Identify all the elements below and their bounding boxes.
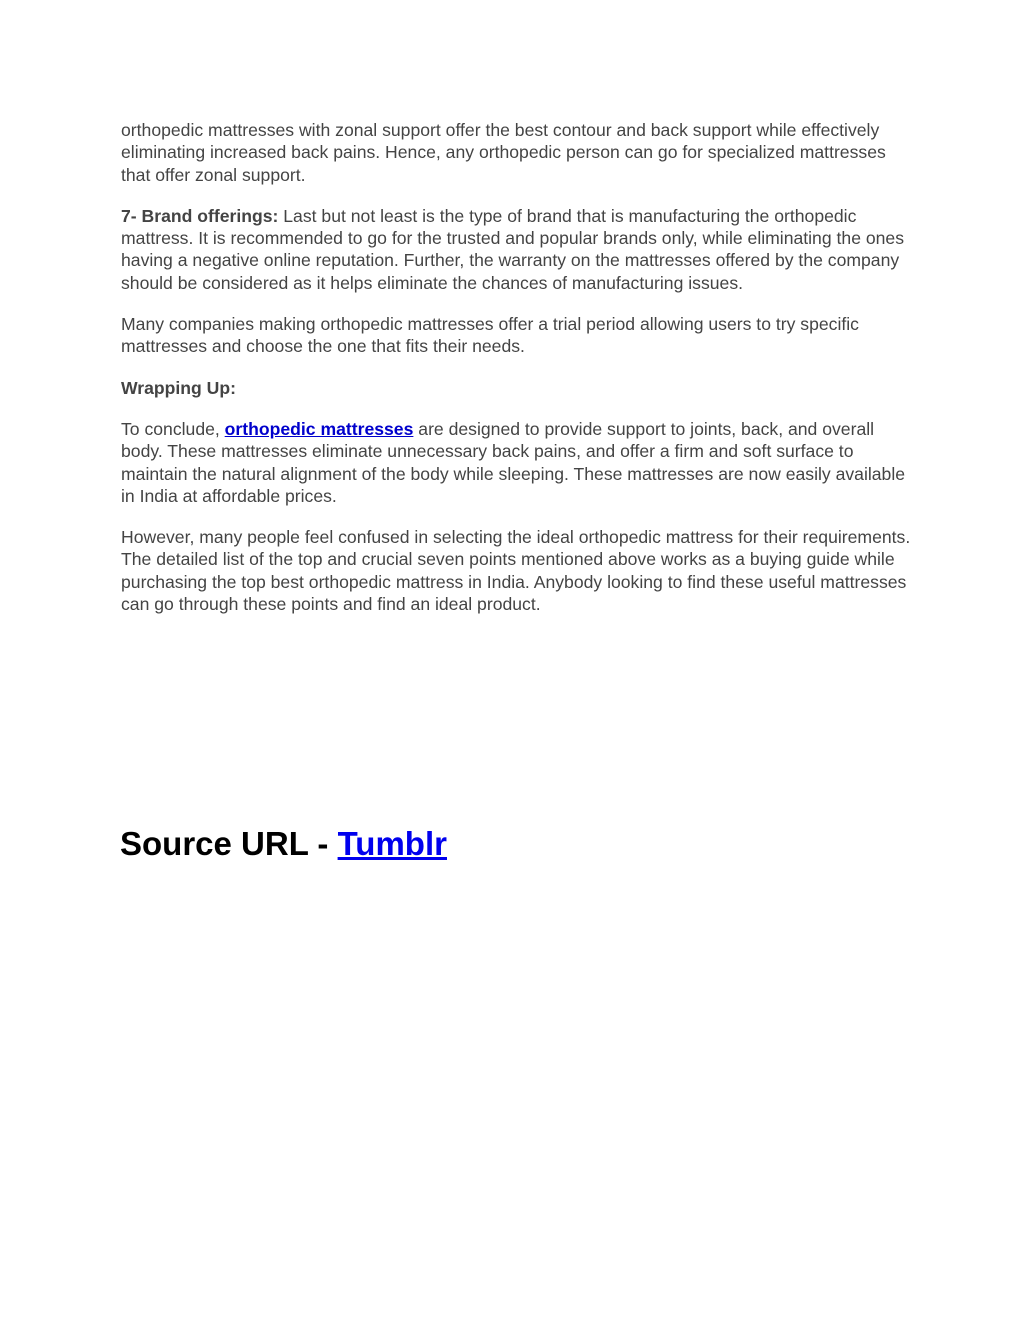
orthopedic-mattresses-link[interactable]: orthopedic mattresses [224,418,414,439]
section-heading: Wrapping Up: [121,377,236,398]
brand-offerings-label: 7- Brand offerings: [121,205,279,226]
tumblr-link[interactable]: Tumblr [337,825,447,862]
paragraph-text: To conclude, [121,418,225,439]
paragraph-text: orthopedic mattresses with zonal support offer the best contour and back support while effectively eliminating increased back pains. Hence, any orthopedic person can go for specialized mattresses that offer zonal support. [121,120,886,185]
paragraph-brand-offerings [121,205,911,294]
paragraph-text: are designed to provide support to joints, back, and overall body. These mattresses eliminate unnecessary back pains, and offer a firm and soft surface to maintain the natural alignment of the body while sleeping. These mattresses are now easily available in India at affordable prices. [121,418,906,506]
source-url-heading [120,822,447,866]
paragraph-text: Last but not least is the type of brand that is manufacturing the orthopedic mattress. It is recommended to go for the trusted and popular brands only, while eliminating the ones having a negative online reputation. Further, the warranty on the mattresses offered by the company should be considered as it helps eliminate the chances of manufacturing issues. [121,205,905,293]
wrapping-up-heading [121,377,911,399]
document-body [121,119,911,634]
source-url-label: Source URL - [120,825,338,862]
paragraph-text: However, many people feel confused in selecting the ideal orthopedic mattress for their requirements. The detailed list of the top and crucial seven points mentioned above works as a buying guide while purchasing the top best orthopedic mattress in India. Anybody looking to find these useful mattresses can go through these points and find an ideal product. [121,527,911,615]
paragraph-buying-guide [121,526,911,615]
paragraph-conclusion [121,418,911,507]
paragraph-zonal-support [121,119,911,186]
paragraph-text: Many companies making orthopedic mattresses offer a trial period allowing users to try specific mattresses and choose the one that fits their needs. [121,314,859,357]
paragraph-trial-period [121,313,911,358]
